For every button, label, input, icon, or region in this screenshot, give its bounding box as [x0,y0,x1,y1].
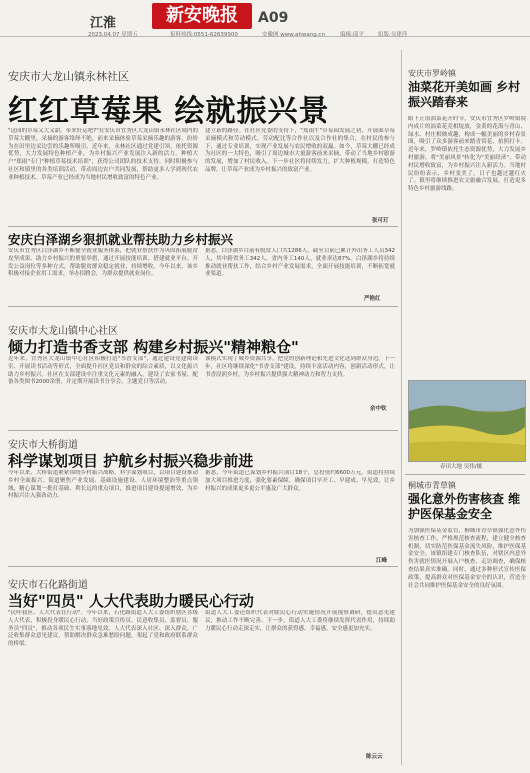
story2-headline: 安庆白泽湖乡狠抓就业帮扶助力乡村振兴 [8,232,234,247]
story5-headline: 当好"四员" 人大代表助力暖民心行动 [8,592,254,610]
story2-author: 严艳红 [364,296,381,302]
story4-body-right: 据悉，今年街道已谋划乡村振兴项目18个，总投资约6600万元。街道将持续加大项目推进力度，强化要素保障，确保项目早开工、早建成、早见效，让乡村振兴的成果更多更公平惠及广大群众。 [205,470,395,492]
lead-body-right: 建立新的路径。在社区党委的支持下，"郑雨牛"草莓园发展之初，开展面草莓采摘模式和劳动模式、劳动配比等合作社以及合作社的集合，在村民的参与下，通过专业培训，实现产业发展与农民增收的双赢。如今，草莓大棚已经成为社区的一大特色，吸引了周边城市大量游客前来采摘，带动了当地乡村旅游的发展，增加了村民收入。下一步社区将持续发力，扩大种植规模，打造特色品牌，让草莓产业成为乡村振兴的致富产业。 [205,128,395,173]
story5-body-left: "民呼我应、人大代表在行动"。今年以来，石化路街道人大工委组织辖区各级人大代表，积极投身暖民心行动，当好政策宣传员、民意收集员、监督员、服务员"四员"，推动各项民生实事落地见效。人大代表深入社区、深入群众，广泛收集群众意见建议，帮助解决群众急难愁盼问题，架起了党和政府联系群众的桥梁。 [8,610,198,648]
divider-3 [8,430,398,431]
lead-author: 张可玎 [372,218,389,224]
designer: 组版:吴建萍 [378,32,408,38]
story3-kicker: 安庆市大龙山镇中心社区 [8,326,118,337]
story4-kicker: 安庆市大桥街道 [8,440,78,451]
divider-1 [8,226,398,227]
divider-4 [8,566,398,567]
story3-headline: 倾力打造书香支部 构建乡村振兴"精神粮仓" [8,338,299,356]
sidebar2-headline: 强化意外伤害核查 维护医保基金安全 [408,492,521,521]
section-name: 江淮 [90,16,117,31]
page-number: A09 [258,10,289,26]
story5-body-right: 街道人大工委还组织代表对暖民心行动实施情况开展视察调研，提出意见建议，推动工作不断完善。下一步，街道人大工委将继续发挥代表作用，持续助力暖民心行动走深走实，让群众的获得感、幸福感、安全感更加充实。 [205,610,395,632]
story3-body-right: 该模式实现了城乡资源共享，把党的创新理论和先进文化送到群众身边。下一步，社区将继续深化"书香支部"建设，持续丰富活动内容，创新活动形式，让书香浸润乡村，为乡村振兴提供强大精神动力和智力支持。 [205,356,395,378]
story2-body-left: 安庆市宜秀区白泽湖乡不断健全就业服务体系，把就业帮扶作为巩固拓展脱贫攻坚成果、助力乡村振兴的重要举措，通过开展技能培训、搭建就业平台、开发公益岗位等多种方式，帮助脱贫群众稳定就业、持续增收。今年以来，该乡积极对接企业用工需求，举办招聘会，为群众提供就业岗位。 [8,248,198,278]
sidebar1-headline: 油菜花开美如画 乡村振兴踏春来 [408,80,521,109]
rapeseed-field-photo [408,380,526,462]
lead-headline: 红红草莓果 绘就振兴景 [8,94,330,129]
sidebar-divider [405,474,525,475]
photo-caption: 春田大地 吴伟/摄 [440,464,483,470]
column-divider [401,50,402,765]
story3-body-left: 近年来，宜秀区大龙山镇中心社区积极打造"书香支部"，通过建设党建阅读室、开展读书活动等形式，全面提升社区党员和群众的综合素质，以文化振兴助力乡村振兴。社区在支部建设中注重文化元素的融入，建设了农家书屋，配备各类图书2000余册，并定期开展读书分享会、主题党日等活动。 [8,356,198,386]
lead-kicker: 安庆市大龙山镇永林社区 [8,70,129,83]
sidebar2-kicker: 桐城市青草镇 [408,481,456,490]
newspaper-logo: 新安晚报 [152,3,252,29]
story2-body-right: 据悉，白泽湖乡目前有脱贫人口共1286人，截至目前已累计外出务工人员342人，其中跨省务工342人、省内务工140人，就业率达87%。白泽湖乡将持续推动就业帮扶工作，结合乡村产业发展需求，全面开展技能培训，不断拓宽就业渠道。 [205,248,395,278]
page-header [0,0,530,37]
lead-body-left: "这园的草莓又大又甜，带来好运吧?"在安庆市宜秀区大龙山镇永林社区境内的草莓大棚里，采摘的游客络绎不绝，前来采摘体验草莓采摘乐趣的游客，纷纷为在田里边采边尝的乐趣所吸引。近年来，永林社区通过党建引领，依托资源优势，大力发展特色种植产业，为乡村振兴产业发展注入新的活力。种植大户"郑雨"专门"种植草莓技术培训"，获得公司团队的技术支持。同时积极参与社区和镇里的各类培训活动，带动周边农户共同发展，帮助更多人学到现代农业种植技术。草莓产业已经成为当地村民增收致富的特色产业。 [8,128,198,181]
story3-author: 余中钦 [370,406,387,412]
story5-author: 陈云云 [366,754,383,760]
story4-body-left: 今年以来，大桥街道紧紧围绕乡村振兴战略，科学谋划项目，以项目建设推动乡村全面振兴。街道聚焦产业发展、基础设施建设、人居环境整治等重点领域，精心谋划一批打基础、利长远的重点项目，推进项目建设提速增效，为乡村振兴注入强劲动力。 [8,470,198,500]
website: 安徽网 www.ahwang.cn [262,32,325,38]
hotline: 报料热线:0551-62639900 [170,32,238,38]
story4-headline: 科学谋划项目 护航乡村振兴稳步前进 [8,452,254,470]
landscape-icon [409,381,525,461]
issue-date: 2023.04.07 星期五 [88,32,138,38]
divider-2 [8,306,398,307]
sidebar1-kicker: 安庆市罗岭镇 [408,69,456,78]
sidebar2-body: 为加强医保基金监管，桐城市青草镇强化意外伤害核查工作，严格规范核查流程，建立健全核查机制，切实防范医保基金流失风险，维护医保基金安全。该镇组建专门核查队伍，对辖区内意外伤害就医情况开展入户核查、走访调查，确保核查结果真实准确。同时，通过多种形式宣传医保政策，提高群众对医保基金安全的认识，营造全社会共同维护医保基金安全的良好氛围。 [408,528,526,589]
story4-author: 江峰 [376,558,388,564]
story5-kicker: 安庆市石化路街道 [8,580,88,591]
sidebar1-body: 眼下正值油菜花开时节，安庆市宜秀区罗岭镇境内成片的油菜花竞相绽放，金黄的花海与青山、绿水、村庄相映成趣，构成一幅美丽的乡村春景图，吸引了众多游客前来踏青赏花、拍照打卡。近年来，罗岭镇依托生态资源优势，大力发展乡村旅游，将"美丽风景"转化为"美丽经济"，带动村民增收致富，为乡村振兴注入新活力。当地村民纷纷表示，乡村变美了，日子也越过越红火了。镇里将继续推进农文旅融合发展，打造更多特色乡村旅游线路。 [408,116,526,193]
editor: 编辑:邱平 [340,32,364,38]
